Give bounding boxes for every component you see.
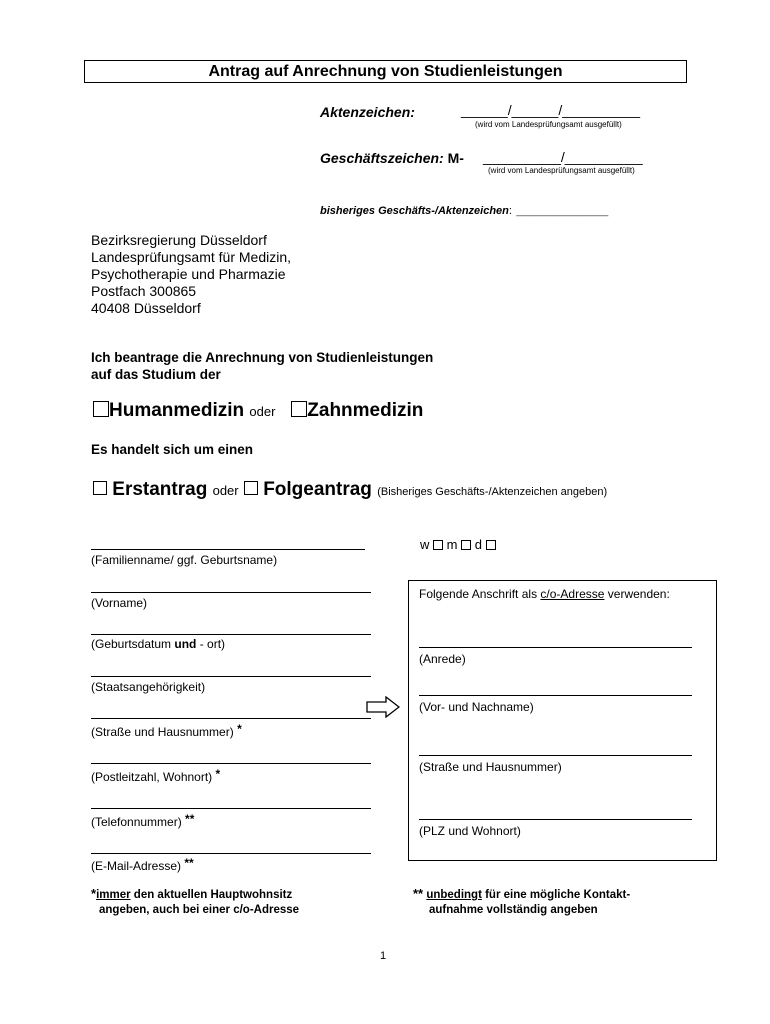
strasse-input[interactable] [91,718,371,719]
telefon-label [91,812,194,829]
footnote-1-line-1 [91,886,299,903]
co-heading-post: verwenden: [604,587,670,601]
footnote-2-line-1 [413,886,630,903]
email-label [91,856,194,873]
footnote-2 [413,886,630,918]
co-anrede-input[interactable] [419,647,692,648]
geschaeftszeichen-label-text: Geschäftszeichen: [320,150,444,166]
case-label: Es handelt sich um einen [91,442,254,457]
co-heading-link: c/o-Adresse [540,587,605,601]
geburtsdatum-label-pre: (Geburtsdatum [91,637,175,651]
strasse-label [91,722,242,739]
telefon-input[interactable] [91,808,371,809]
geburtsdatum-label [91,637,225,651]
oder-text: oder [249,404,276,419]
co-name-label: (Vor- und Nachname) [419,700,534,714]
page-number: 1 [380,950,387,962]
footnote-1-line-2: angeben, auch bei einer c/o-Adresse [99,904,300,916]
bisheriges-label: bisheriges Geschäfts-/Aktenzeichen [320,205,509,217]
geburtsdatum-label-bold: und [174,637,197,651]
gender-m-checkbox[interactable] [461,540,471,550]
telefon-star: ** [185,812,195,826]
gender-d-label: d [474,537,482,552]
request-line-2: auf das Studium der [91,367,221,382]
strasse-label-text: (Straße und Hausnummer) [91,725,234,739]
co-heading-pre: Folgende Anschrift als [419,587,541,601]
application-type [93,479,607,501]
gender-w-checkbox[interactable] [433,540,443,550]
familienname-label: (Familienname/ ggf. Geburtsname) [91,553,278,567]
folgeantrag-checkbox[interactable] [244,481,258,495]
gender-w-label: w [420,537,430,552]
vorname-label: (Vorname) [91,596,148,610]
staatsangehoerigkeit-input[interactable] [91,676,371,677]
aktenzeichen-note: (wird vom Landesprüfungsamt ausgefüllt) [475,120,622,129]
footnote-1 [91,886,299,918]
email-star: ** [184,856,194,870]
humanmedizin-checkbox[interactable] [93,401,109,417]
oder-text: oder [212,483,239,498]
strasse-star: * [237,722,242,736]
plz-wohnort-star: * [215,767,221,781]
aktenzeichen-field[interactable]: ______/______/__________ [461,102,641,118]
plz-wohnort-label [91,767,220,784]
address-line: Landesprüfungsamt für Medizin, [91,249,291,265]
gender-d-checkbox[interactable] [486,540,496,550]
erstantrag-checkbox[interactable] [93,481,107,495]
address-line: Psychotherapie und Pharmazie [91,266,286,282]
footnote-2-emph: unbedingt [426,889,482,901]
co-plz-input[interactable] [419,819,692,820]
familienname-input[interactable] [91,549,365,550]
geschaeftszeichen-prefix: M- [447,150,464,166]
email-label-text: (E-Mail-Adresse) [91,859,182,873]
zahnmedizin-checkbox[interactable] [291,401,307,417]
study-selection [93,400,423,422]
folgeantrag-hint: (Bisheriges Geschäfts-/Aktenzeichen angeben) [377,486,608,498]
footnote-2-rest: für eine mögliche Kontakt- [481,889,631,901]
bisheriges-colon: : [508,205,512,217]
footnote-1-emph: immer [96,889,131,901]
telefon-label-text: (Telefonnummer) [91,815,182,829]
co-strasse-label: (Straße und Hausnummer) [419,760,562,774]
staatsangehoerigkeit-label: (Staatsangehörigkeit) [91,680,206,694]
footnote-1-rest: den aktuellen Hauptwohnsitz [130,889,293,901]
gender-selection [420,537,496,552]
co-strasse-input[interactable] [419,755,692,756]
bisheriges-field[interactable]: _______________ [516,205,609,217]
footnote-2-star: ** [413,886,424,901]
gender-m-label: m [446,537,458,552]
humanmedizin-label: Humanmedizin [109,400,245,421]
co-heading [419,587,670,601]
email-input[interactable] [91,853,371,854]
co-plz-label: (PLZ und Wohnort) [419,824,521,838]
plz-wohnort-input[interactable] [91,763,371,764]
address-line: Bezirksregierung Düsseldorf [91,232,267,248]
erstantrag-label: Erstantrag [112,479,208,500]
footnote-2-line-2: aufnahme vollständig angeben [429,904,598,916]
form-title: Antrag auf Anrechnung von Studienleistungen [84,60,687,83]
folgeantrag-label: Folgeantrag [263,479,372,500]
request-line-1: Ich beantrage die Anrechnung von Studienleistungen [91,350,434,365]
geburtsdatum-label-post: - ort) [196,637,226,651]
recipient-address [91,232,291,317]
address-line: 40408 Düsseldorf [91,300,201,316]
geschaeftszeichen-field[interactable]: __________/__________ [483,149,643,165]
footnote-1-star: * [91,886,97,901]
bisheriges-row [320,201,608,219]
geschaeftszeichen-label [320,150,464,166]
plz-wohnort-label-text: (Postleitzahl, Wohnort) [91,770,213,784]
co-name-input[interactable] [419,695,692,696]
geburtsdatum-input[interactable] [91,634,371,635]
aktenzeichen-label: Aktenzeichen: [320,104,415,120]
vorname-input[interactable] [91,592,371,593]
request-text [91,349,433,383]
co-anrede-label: (Anrede) [419,652,466,666]
arrow-right-icon [366,696,400,718]
geschaeftszeichen-note: (wird vom Landesprüfungsamt ausgefüllt) [488,166,635,175]
address-line: Postfach 300865 [91,283,197,299]
zahnmedizin-label: Zahnmedizin [307,400,424,421]
